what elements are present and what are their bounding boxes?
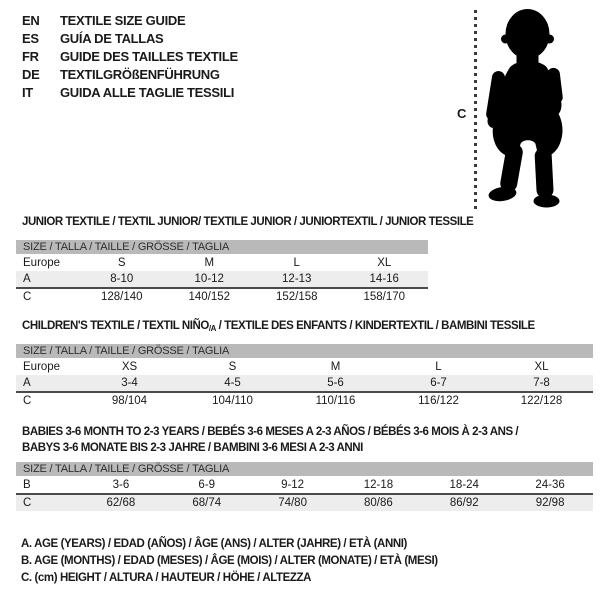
measure-legend [21, 536, 438, 587]
value-cell: 86/92 [449, 497, 479, 509]
children-title-post: / TEXTILE DES ENFANTS / KINDERTEXTIL / BAMBINI TESSILE [215, 320, 535, 332]
babies-section-title [22, 424, 518, 456]
row-label: Europe [23, 361, 61, 373]
table-row-height-cm [16, 393, 593, 409]
value-cell: 12-18 [363, 479, 394, 491]
language-label: TEXTILGRÖßENFÜHRUNG [60, 67, 220, 82]
size-cell: S [228, 361, 237, 373]
value-cell: 12-13 [282, 273, 312, 285]
value-cell: 4-5 [224, 377, 241, 389]
value-cell: 14-16 [369, 273, 399, 285]
value-cell: 92/98 [535, 497, 565, 509]
value-cell: 80/86 [364, 497, 393, 509]
value-cell: 140/152 [188, 291, 231, 303]
babies-title-line1: BABIES 3-6 MONTH TO 2-3 YEARS / BEBÉS 3-6 MESES A 2-3 AÑOS / BÉBÉS 3-6 MOIS À 2-3 ANS / [22, 426, 519, 438]
legend-line-c: C. (cm) HEIGHT / ALTURA / HAUTEUR / HÖHE / ALTEZZA [21, 572, 312, 584]
size-cell: XL [534, 361, 549, 373]
row-label: A [23, 377, 31, 389]
value-cell: 24-36 [535, 479, 565, 491]
size-cell: M [330, 361, 341, 373]
junior-size-table [16, 240, 428, 305]
value-cell: 152/158 [275, 291, 318, 303]
value-cell: 3-4 [121, 377, 138, 389]
row-label: B [23, 479, 31, 491]
row-label: Europe [23, 257, 61, 269]
value-cell: 122/128 [520, 395, 563, 407]
value-cell: 128/140 [100, 291, 143, 303]
value-cell: 6-7 [430, 377, 447, 389]
junior-section-title: JUNIOR TEXTILE / TEXTIL JUNIOR/ TEXTILE JUNIOR / JUNIORTEXTIL / JUNIOR TESSILE [22, 216, 474, 228]
row-label: A [23, 273, 31, 285]
value-cell: 74/80 [278, 497, 307, 509]
table-row-height-cm [16, 289, 428, 305]
row-label: C [23, 395, 32, 407]
value-cell: 116/122 [418, 395, 459, 407]
size-cell: XS [121, 361, 138, 373]
language-label: TEXTILE SIZE GUIDE [60, 13, 186, 28]
table-row-europe [16, 359, 593, 375]
size-cell: S [117, 257, 126, 269]
language-code: FR [22, 49, 39, 64]
language-label: GUÍA DE TALLAS [60, 31, 164, 46]
row-label: C [23, 291, 32, 303]
language-label: GUIDA ALLE TAGLIE TESSILI [60, 85, 235, 100]
language-code: DE [22, 67, 40, 82]
language-guide-list [22, 12, 238, 102]
size-cell: L [435, 361, 442, 373]
value-cell: 98/104 [111, 395, 148, 407]
size-cell: M [204, 257, 215, 269]
height-measure-figure [455, 8, 590, 212]
children-title-sub: /A [208, 324, 216, 333]
value-cell: 18-24 [449, 479, 479, 491]
value-cell: 6-9 [198, 479, 216, 491]
table-row-age-years [16, 271, 428, 287]
language-row-fr [22, 48, 238, 66]
value-cell: 5-6 [327, 377, 344, 389]
value-cell: 68/74 [192, 497, 222, 509]
size-header-band: SIZE / TALLA / TAILLE / GRÖSSE / TAGLIA [16, 344, 593, 358]
value-cell: 62/68 [106, 497, 136, 509]
legend-line-b: B. AGE (MONTHS) / EDAD (MESES) / ÂGE (MOIS) / ALTER (MONATE) / ETÀ (MESI) [21, 555, 438, 567]
language-row-en [22, 12, 238, 30]
value-cell: 158/170 [363, 291, 406, 303]
babies-size-table [16, 462, 593, 511]
language-code: ES [22, 31, 39, 46]
table-row-age-months [16, 477, 593, 493]
table-row-height-cm [16, 495, 593, 511]
value-cell: 3-6 [112, 479, 130, 491]
value-cell: 9-12 [281, 479, 305, 491]
children-section-title [22, 320, 535, 333]
baby-silhouette [484, 8, 580, 210]
row-label: C [23, 497, 32, 509]
value-cell: 8-10 [110, 273, 134, 285]
value-cell: 7-8 [533, 377, 550, 389]
value-cell: 110/116 [315, 395, 356, 407]
legend-line-a: A. AGE (YEARS) / EDAD (AÑOS) / ÂGE (ANS) / ALTER (JAHRE) / ETÀ (ANNI) [21, 538, 407, 550]
language-code: IT [22, 85, 33, 100]
babies-title-line2: BABYS 3-6 MONATE BIS 2-3 JAHRE / BAMBINI 3-6 MESI A 2-3 ANNI [22, 442, 363, 454]
size-header-band: SIZE / TALLA / TAILLE / GRÖSSE / TAGLIA [16, 462, 593, 476]
value-cell: 104/110 [212, 395, 253, 407]
height-dotted-line [474, 10, 477, 210]
language-row-it [22, 84, 238, 102]
size-cell: XL [377, 257, 392, 269]
table-row-age-years [16, 375, 593, 391]
childrens-size-table [16, 344, 593, 409]
value-cell: 10-12 [194, 273, 224, 285]
language-label: GUIDE DES TAILLES TEXTILE [60, 49, 238, 64]
language-row-es [22, 30, 238, 48]
height-measure-label: C [457, 106, 467, 121]
language-row-de [22, 66, 238, 84]
size-cell: L [293, 257, 300, 269]
table-row-europe [16, 255, 428, 271]
language-code: EN [22, 13, 40, 28]
size-header-band: SIZE / TALLA / TAILLE / GRÖSSE / TAGLIA [16, 240, 428, 254]
children-title-pre: CHILDREN'S TEXTILE / TEXTIL NIÑO [22, 320, 209, 332]
